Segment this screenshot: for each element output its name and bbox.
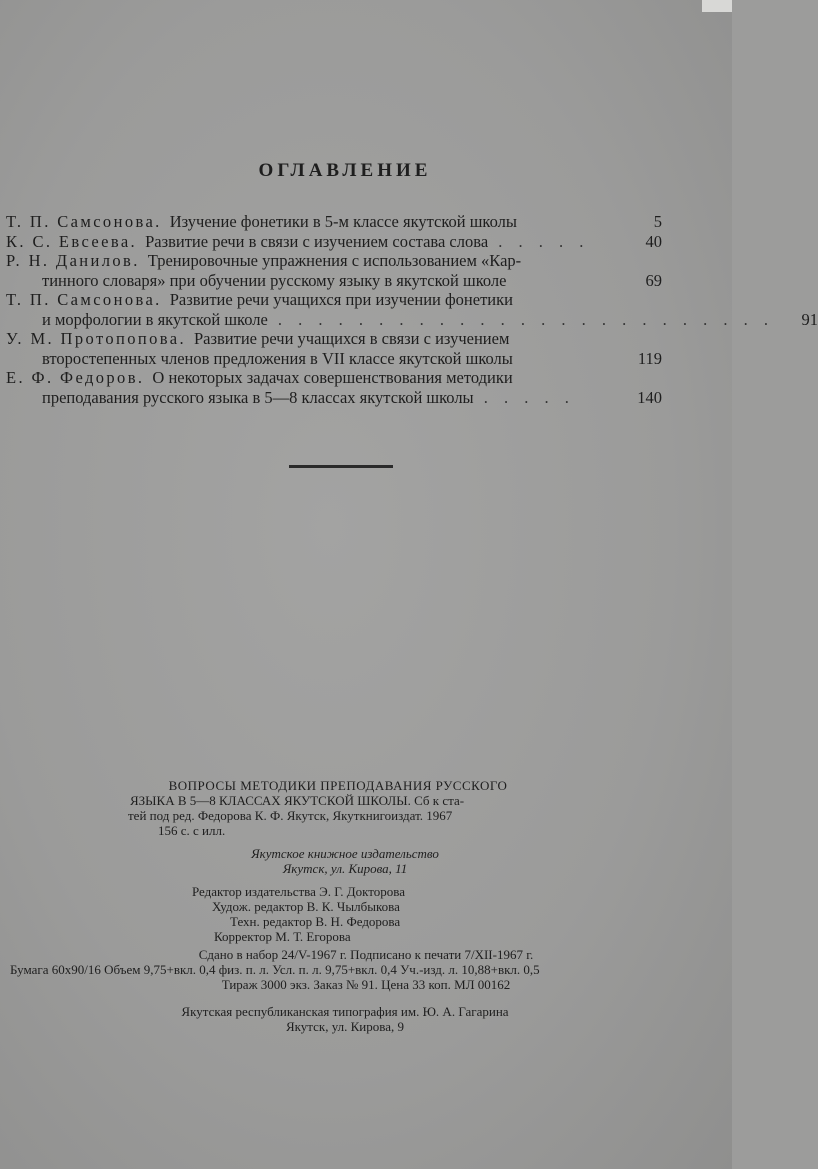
toc-title-line: Изучение фонетики в 5-м классе якутской школы	[169, 212, 517, 231]
publisher-block	[0, 846, 690, 876]
editor-line: Техн. редактор В. Н. Федорова	[230, 914, 401, 929]
book-title-line: тей под ред. Федорова К. Ф. Якутск, Якуткнигоиздат. 1967	[128, 808, 453, 823]
separator-rule	[289, 465, 393, 468]
print-info-line: Бумага 60х90/16 Объем 9,75+вкл. 0,4 физ. п. л. Усл. п. л. 9,75+вкл. 0,4 Уч.-изд. л. 10,88+вкл. 0,5	[10, 962, 540, 977]
toc-title-line: Развитие речи учащихся в связи с изучением	[194, 329, 510, 348]
leader-dots: . . . . .	[488, 231, 590, 251]
book-title-block	[118, 778, 558, 838]
toc-title-line: О некоторых задачах совершенствования методики	[152, 368, 513, 387]
toc-author: К. С. Евсеева.	[6, 231, 138, 251]
toc-author: Т. П. Самсонова.	[6, 212, 162, 231]
editor-line: Корректор М. Т. Егорова	[214, 929, 351, 944]
publisher-address: Якутск, ул. Кирова, 11	[282, 861, 408, 876]
toc-title-line: второстепенных членов предложения в VII классе якутской школы	[42, 348, 513, 368]
editor-line: Худож. редактор В. К. Чылбыкова	[212, 899, 400, 914]
editors-block	[192, 884, 592, 944]
toc-author: Р. Н. Данилов.	[6, 251, 140, 270]
print-info-line: Сдано в набор 24/V-1967 г. Подписано к печати 7/XII-1967 г.	[198, 947, 534, 962]
toc-title-line: Тренировочные упражнения с использованием «Кар-	[147, 251, 522, 270]
toc-title-line: и морфологии в якутской школе	[42, 309, 268, 329]
toc-page-number: 69	[645, 270, 662, 290]
toc-entry	[6, 212, 662, 232]
toc-author: Т. П. Самсонова.	[6, 290, 162, 309]
toc-entry	[6, 290, 818, 329]
torn-corner	[702, 0, 732, 12]
print-info-line: Тираж 3000 экз. Заказ № 91. Цена 33 коп. МЛ 00162	[221, 977, 511, 992]
toc-entry	[6, 368, 662, 407]
press-block	[0, 1004, 690, 1034]
leader-dots: . . . . .	[473, 387, 575, 407]
toc-entry	[6, 329, 662, 368]
book-title-line: 156 с. с илл.	[158, 823, 226, 838]
press-address: Якутск, ул. Кирова, 9	[285, 1019, 404, 1034]
table-of-contents	[6, 212, 818, 407]
book-title-line: ВОПРОСЫ МЕТОДИКИ ПРЕПОДАВАНИЯ РУССКОГО	[168, 778, 508, 793]
leader-dots: . . . . . . . . . . . . . . . . . . . . . . . . .	[267, 309, 775, 329]
book-title-line: ЯЗЫКА В 5—8 КЛАССАХ ЯКУТСКОЙ ШКОЛЫ. Сб к ста-	[130, 793, 465, 808]
editor-line: Редактор издательства Э. Г. Докторова	[192, 884, 406, 899]
toc-page-number: 91	[801, 309, 818, 329]
press-name: Якутская республиканская типография им. Ю. А. Гагарина	[181, 1004, 509, 1019]
page-title: ОГЛАВЛЕНИЕ	[258, 160, 432, 181]
toc-page-number: 40	[645, 231, 662, 251]
publisher-name: Якутское книжное издательство	[251, 846, 439, 861]
toc-title-line: тинного словаря» при обучении русскому языку в якутской школе	[42, 270, 507, 290]
toc-page-number: 140	[637, 387, 662, 407]
toc-title-line: Развитие речи в связи с изучением состава слова	[145, 231, 489, 251]
toc-entry	[6, 251, 662, 290]
toc-author: Е. Ф. Федоров.	[6, 368, 145, 387]
toc-title-line: преподавания русского языка в 5—8 классах якутской школы	[42, 387, 474, 407]
toc-title-line: Развитие речи учащихся при изучении фонетики	[169, 290, 513, 309]
toc-page-number: 119	[637, 348, 662, 368]
toc-entry	[6, 232, 662, 252]
toc-page-number: 5	[653, 212, 662, 231]
print-info-block	[0, 947, 732, 992]
toc-author: У. М. Протопопова.	[6, 329, 186, 348]
